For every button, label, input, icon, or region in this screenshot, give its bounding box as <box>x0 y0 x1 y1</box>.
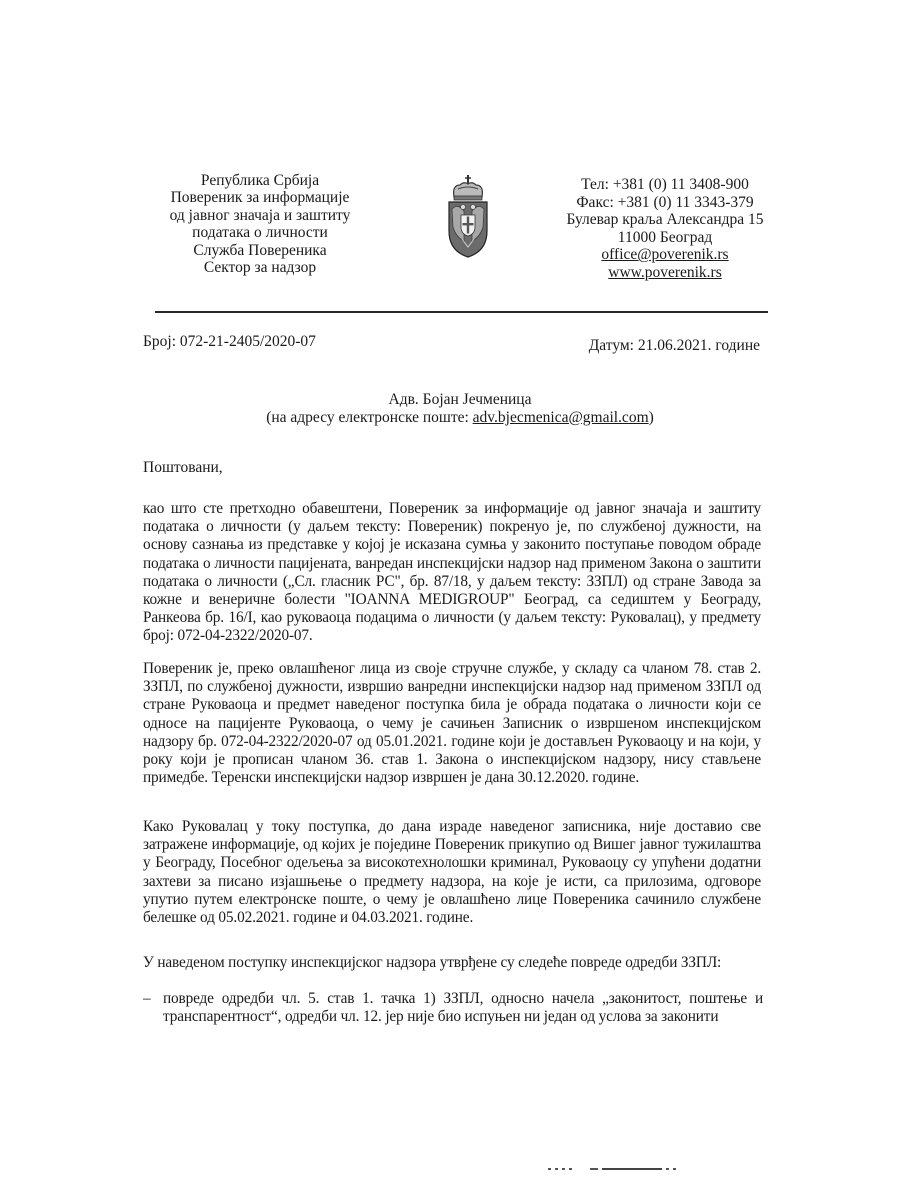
city: 11000 Београд <box>617 228 713 246</box>
salutation: Поштовани, <box>143 459 223 476</box>
organization-line: од јавног значаја и заштиту <box>169 206 351 224</box>
recipient-email-link[interactable]: adv.bjecmenica@gmail.com <box>472 409 649 426</box>
organization-header <box>140 172 380 276</box>
list-item <box>143 990 763 1026</box>
recipient-address-prefix: (на адресу електронске поште: <box>266 409 473 426</box>
recipient-address <box>160 409 760 427</box>
fax-number: Факс: +381 (0) 11 3343-379 <box>576 193 754 211</box>
list-item-text: повреде одредби чл. 5. став 1. тачка 1) ЗЗПЛ, односно начела „законитост, поштење и транспарентност“, одредби чл. 12. јер није био испуњен ни један од услова за законити <box>163 990 763 1026</box>
violations-list <box>143 990 763 1026</box>
recipient-block <box>160 391 760 427</box>
organization-line: података о личности <box>192 224 328 242</box>
office-email-link[interactable]: office@poverenik.rs <box>601 246 729 264</box>
header-divider <box>155 311 768 313</box>
document-date: Датум: 21.06.2021. године <box>588 337 760 354</box>
organization-line: Служба Повереника <box>193 241 327 259</box>
reference-number: Број: 072-21-2405/2020-07 <box>143 333 316 350</box>
recipient-name: Адв. Бојан Јечменица <box>388 391 532 408</box>
organization-line: Република Србија <box>200 172 320 189</box>
violations-intro: У наведеном поступку инспекцијског надзора утврђене су следеће повреде одредби ЗЗПЛ: <box>143 954 722 971</box>
paragraph: Како Руковалац у току поступка, до дана израде наведеног записника, није доставио све затражене информације, од којих је поједине Повереник прикупио од Вишег јавног тужилаштва у Београду, Посебног одељења за високотехнолошки криминал, Руковаоцу су упућени додатни захтеви за писано изјашњење о предмету надзора, на које је исти, са прилозима, одговоре упутио путем електронске поште, о чему је овлашћено лице Повереника сачинило службене белешке од 05.02.2021. године и 04.03.2021. године. <box>143 818 761 927</box>
paragraph: као што сте претходно обавештени, Повереник за информације од јавног значаја и заштиту података о личности (у даљем тексту: Повереник) покренуо је, по службеној дужности, на основу сазнања из представке у којој је исказана сумња у законито поступање поводом обраде података о личности пацијената, ванредан инспекцијски надзор над применом Закона о заштити података о личности („Сл. гласник РС", бр. 87/18, у даљем тексту: ЗЗПЛ) од стране Завода за кожне и венеричне болести "IOANNA MEDIGROUP" Београд, са седиштем у Београду, Ранкеова бр. 16/I, као руковаоца подацима о личности (у даљем тексту: Руковалац), у предмету број: 072-04-2322/2020-07. <box>143 500 761 645</box>
phone-number: Тел: +381 (0) 11 3408-900 <box>581 176 749 193</box>
street-address: Булевар краља Александра 15 <box>566 211 764 229</box>
contact-header <box>540 176 790 282</box>
bullet-marker: – <box>143 990 151 1007</box>
coat-of-arms-icon <box>448 175 488 259</box>
website-link[interactable]: www.poverenik.rs <box>608 263 722 281</box>
organization-line: Повереник за информације <box>170 189 350 207</box>
scan-artifact <box>548 1168 718 1172</box>
organization-line: Сектор за надзор <box>203 259 317 277</box>
paragraph: Повереник је, преко овлашћеног лица из своје стручне службе, у складу са чланом 78. став 2. ЗЗПЛ, по службеној дужности, извршио ванредни инспекцијски надзор над применом ЗЗПЛ од стране Руковаоца и предмет наведеног поступка била је обрада података о личности који се односе на пацијенте Руковаоца, о чему је сачињен Записник о извршеном инспекцијском надзору бр. 072-04-2322/2020-07 од 05.01.2021. године који је достављен Руковаоцу и на који, у року који је прописан чланом 36. став 1. Закона о инспекцијском надзору, нису стављене примедбе. Теренски инспекцијски надзор извршен је дана 30.12.2020. године. <box>143 660 761 787</box>
recipient-address-suffix: ) <box>648 409 654 426</box>
